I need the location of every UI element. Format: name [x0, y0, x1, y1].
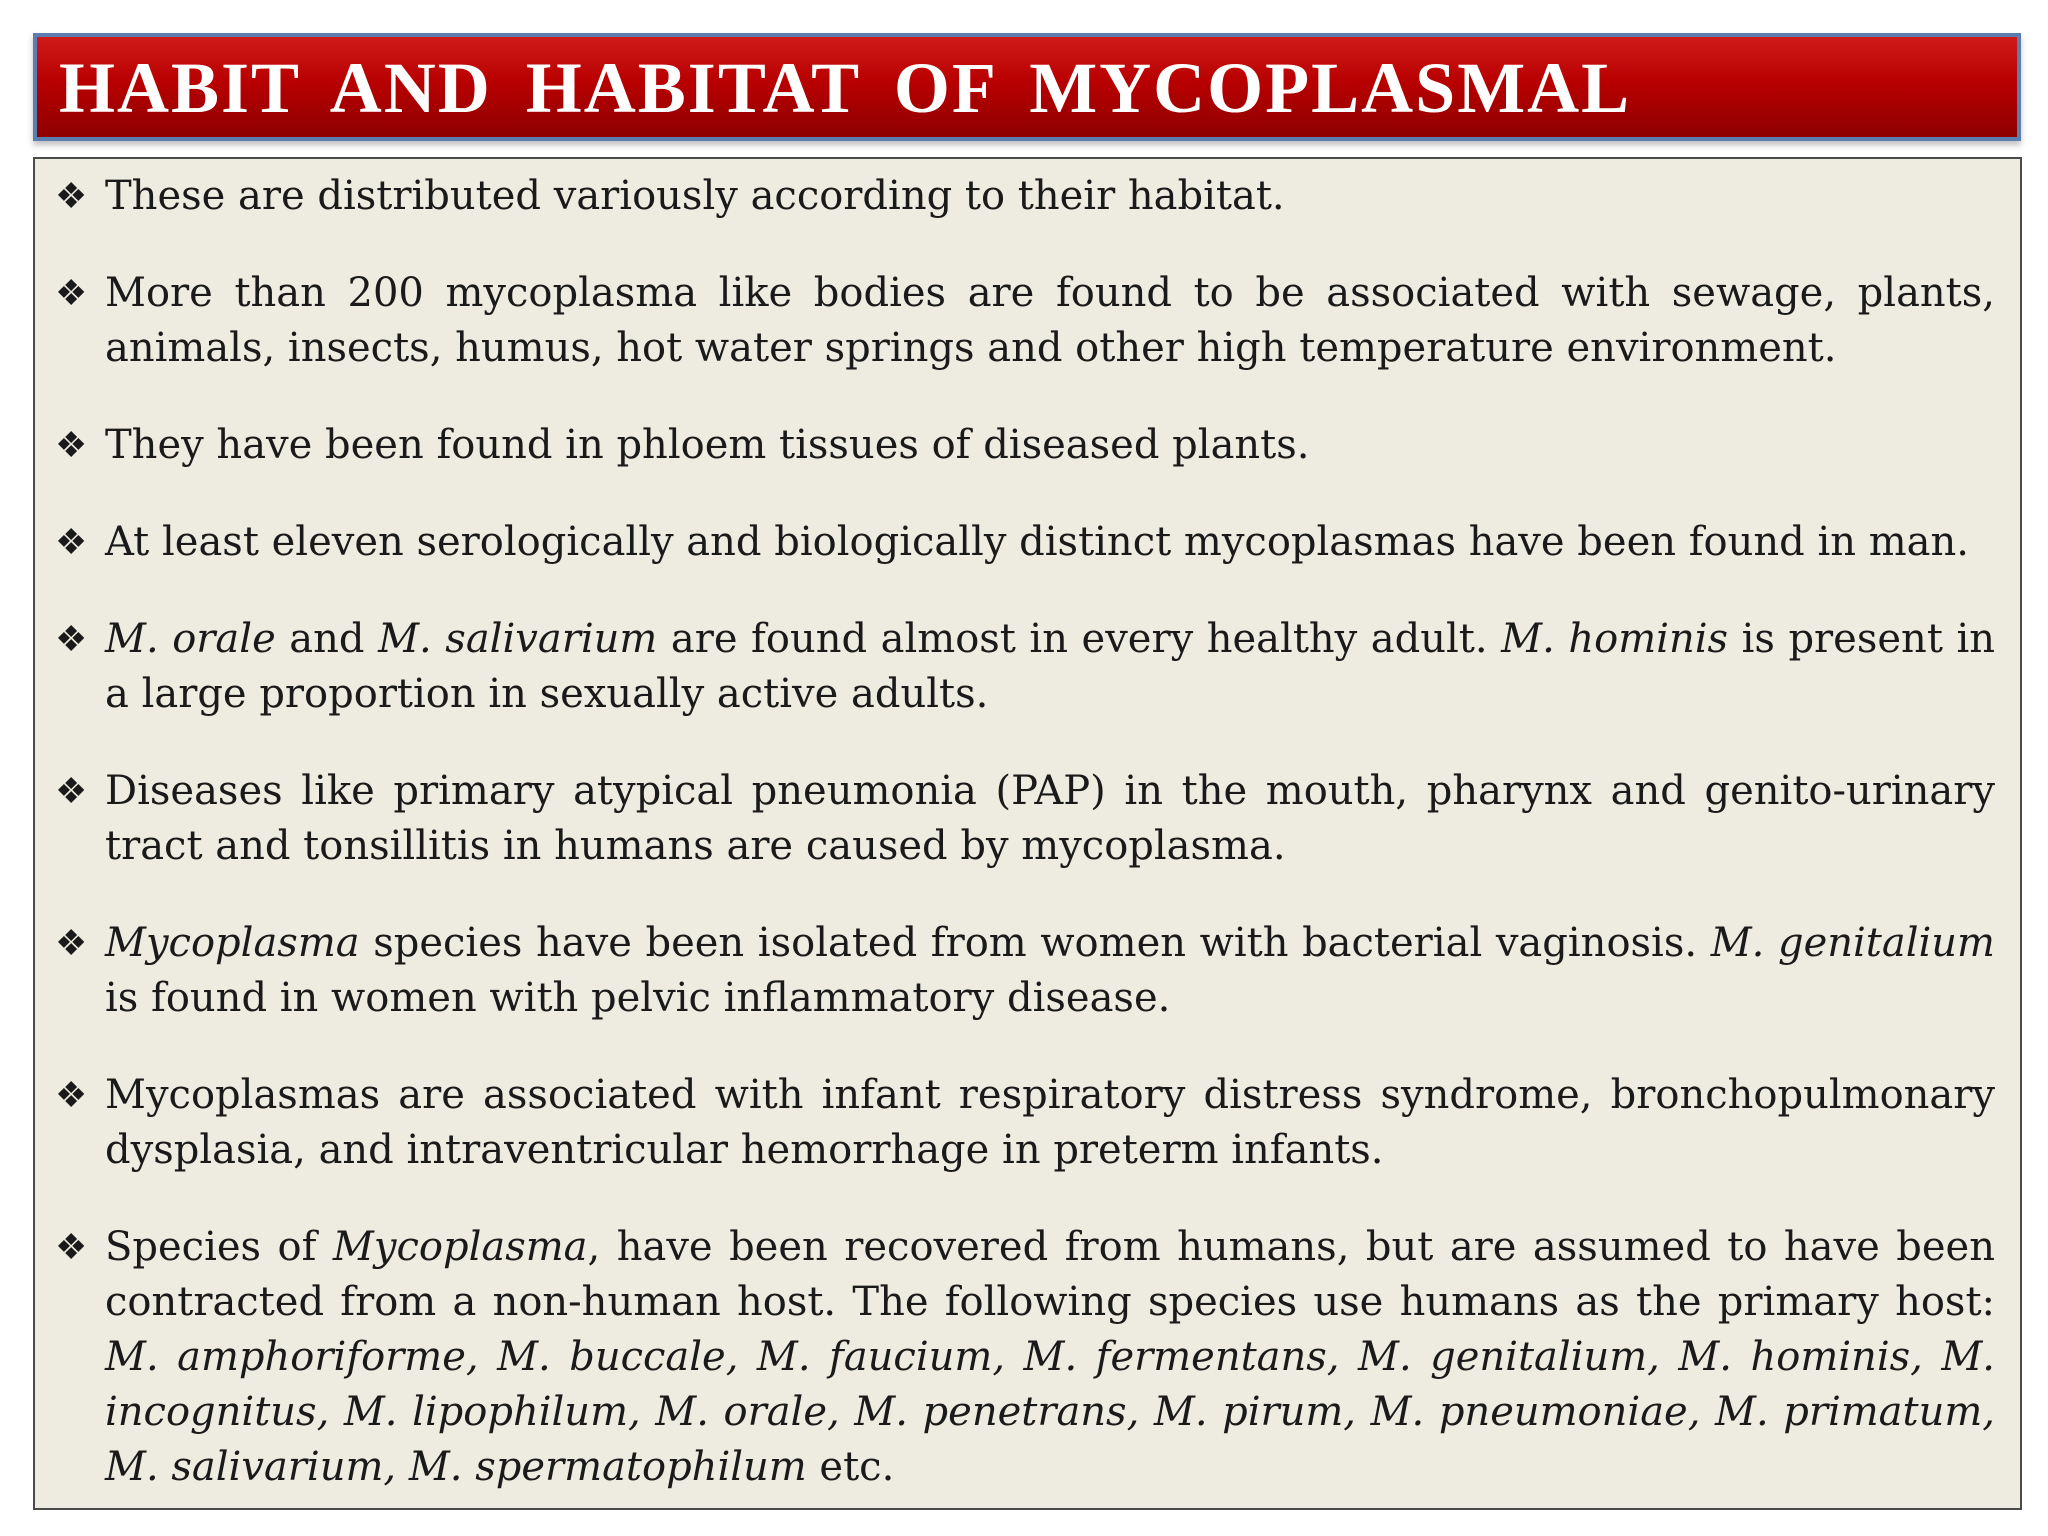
italic-text-run: M. salivarium	[378, 616, 658, 662]
bullet-item	[55, 169, 1995, 224]
four-diamond-bullet-icon: ❖	[55, 923, 88, 964]
text-run: Species of	[105, 1224, 333, 1270]
title-banner	[33, 33, 2021, 141]
text-run: are found almost in every healthy adult.	[657, 616, 1502, 662]
italic-text-run: M. genitalium	[1710, 920, 1995, 966]
italic-text-run: M. hominis	[1501, 616, 1729, 662]
bullet-text	[105, 519, 1969, 565]
text-run: is found in women with pelvic inflammatory disease.	[105, 975, 1171, 1021]
text-run: These are distributed variously according to their habitat.	[105, 173, 1285, 219]
bullet-text	[105, 173, 1285, 219]
italic-text-run: M. amphoriforme, M. buccale, M. faucium, M. fermentans, M. genitalium, M. hominis, M. incognitus, M. lipophilum, M. orale, M. penetrans, M. pirum, M. pneumoniae, M. primatum, M. salivarium, M. spermatophilum	[105, 1334, 1995, 1490]
text-run: is present in a large proportion in sexually active adults.	[105, 616, 1995, 717]
bullet-list	[55, 169, 1995, 1495]
text-run: They have been found in phloem tissues of diseased plants.	[105, 422, 1310, 468]
bullet-item	[55, 266, 1995, 376]
bullet-item	[55, 1068, 1995, 1178]
text-run: and	[275, 616, 379, 662]
content-panel	[33, 157, 2022, 1510]
bullet-text	[105, 1072, 1995, 1173]
bullet-text	[105, 920, 1995, 1021]
four-diamond-bullet-icon: ❖	[55, 176, 88, 217]
bullet-text	[105, 270, 1995, 371]
text-run: species have been isolated from women with bacterial vaginosis.	[359, 920, 1711, 966]
bullet-text	[105, 616, 1995, 717]
bullet-text	[105, 768, 1995, 869]
bullet-item	[55, 515, 1995, 570]
text-run: , have been recovered from humans, but are assumed to have been contracted from a non-human host. The following species use humans as the primary host:	[105, 1224, 1995, 1325]
four-diamond-bullet-icon: ❖	[55, 522, 88, 563]
bullet-text	[105, 1224, 1995, 1490]
bullet-item	[55, 612, 1995, 722]
text-run: Mycoplasmas are associated with infant respiratory distress syndrome, bronchopulmonary dysplasia, and intraventricular hemorrhage in preterm infants.	[105, 1072, 1995, 1173]
bullet-text	[105, 422, 1310, 468]
bullet-item	[55, 418, 1995, 473]
four-diamond-bullet-icon: ❖	[55, 425, 88, 466]
four-diamond-bullet-icon: ❖	[55, 1227, 88, 1268]
bullet-item	[55, 916, 1995, 1026]
text-run: At least eleven serologically and biologically distinct mycoplasmas have been found in man.	[105, 519, 1969, 565]
bullet-item	[55, 1220, 1995, 1495]
slide-title: HABIT AND HABITAT OF MYCOPLASMAL	[59, 48, 1632, 128]
italic-text-run: Mycoplasma	[105, 920, 360, 966]
four-diamond-bullet-icon: ❖	[55, 1075, 88, 1116]
bullet-item	[55, 764, 1995, 874]
text-run: Diseases like primary atypical pneumonia (PAP) in the mouth, pharynx and genito-urinary tract and tonsillitis in humans are caused by mycoplasma.	[105, 768, 1995, 869]
four-diamond-bullet-icon: ❖	[55, 771, 88, 812]
four-diamond-bullet-icon: ❖	[55, 273, 88, 314]
four-diamond-bullet-icon: ❖	[55, 619, 88, 660]
italic-text-run: M. orale	[105, 616, 276, 662]
italic-text-run: Mycoplasma	[332, 1224, 588, 1270]
text-run: etc.	[806, 1444, 895, 1490]
text-run: More than 200 mycoplasma like bodies are found to be associated with sewage, plants, animals, insects, humus, hot water springs and other high temperature environment.	[105, 270, 1995, 371]
